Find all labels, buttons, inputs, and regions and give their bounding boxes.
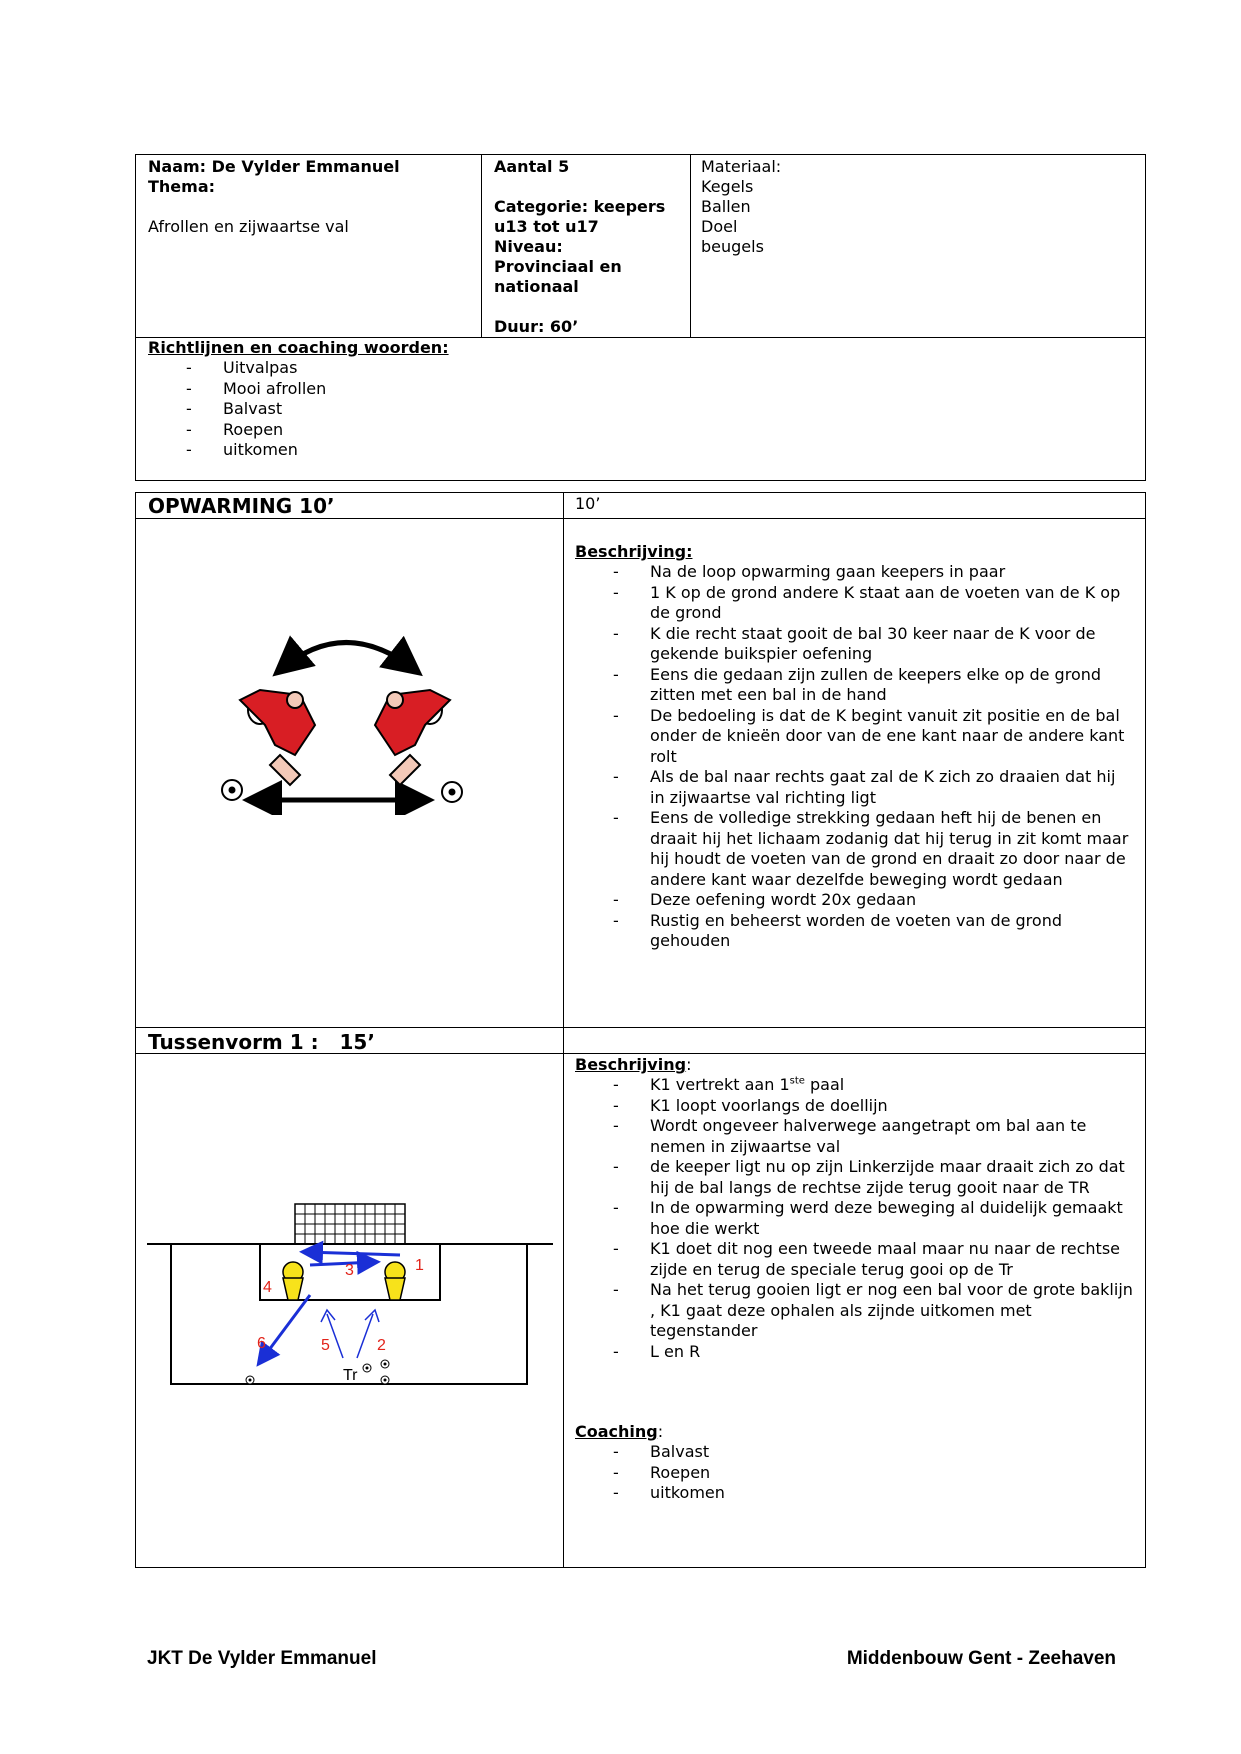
opwarming-list — [575, 562, 1135, 952]
label-tr: Tr — [343, 1367, 358, 1384]
richtlijnen-list — [148, 358, 648, 461]
tussenvorm-beschrijving-heading — [575, 1055, 691, 1076]
richtlijnen-title: Richtlijnen en coaching woorden: — [148, 338, 449, 357]
list-item: - uitkomen — [148, 440, 648, 461]
ball-near-tr-2 — [381, 1360, 389, 1368]
list-item: - de keeper ligt nu op zijn Linkerzijde maar draait zich zo dat hij de bal langs de rechtse zijde terug gooit naar de TR — [575, 1157, 1135, 1198]
first-item-sup: ste — [789, 1075, 805, 1087]
niveau-line-1: Provinciaal en — [494, 257, 622, 276]
list-item: - K1 loopt voorlangs de doellijn — [575, 1096, 1135, 1117]
categorie-line-2: u13 tot u17 — [494, 217, 599, 236]
header-col-divider-2 — [690, 154, 691, 337]
list-item: - L en R — [575, 1342, 1135, 1363]
keeper-right-figure — [375, 690, 450, 785]
list-item — [575, 1075, 1135, 1096]
aantal-label: Aantal 5 — [494, 157, 570, 176]
ball-right — [442, 782, 462, 802]
first-item-post: paal — [804, 1075, 845, 1094]
ball-near-tr-3 — [381, 1376, 389, 1384]
categorie-line-1: Categorie: keepers — [494, 197, 666, 216]
coaching-list — [575, 1442, 1135, 1504]
ball-near-6 — [246, 1376, 254, 1384]
niveau-label: Niveau: — [494, 237, 563, 256]
list-item: - Wordt ongeveer halverwege aangetrapt om bal aan te nemen in zijwaartse val — [575, 1116, 1135, 1157]
tussenvorm-beschrijving-label: Beschrijving — [575, 1055, 687, 1074]
niveau-line-2: nationaal — [494, 277, 579, 296]
exercise-col-divider — [563, 492, 564, 1568]
footer-left: JKT De Vylder Emmanuel — [147, 1648, 377, 1669]
label-1: 1 — [415, 1257, 424, 1274]
materiaal-label: Materiaal: — [701, 157, 782, 176]
move-arrow-3b — [310, 1262, 375, 1265]
list-item: - Roepen — [148, 420, 648, 441]
ball-left — [222, 780, 242, 800]
list-item: - De bedoeling is dat de K begint vanuit zit positie en de bal onder de knieën door van de ene kant naar de andere kant rolt — [575, 706, 1135, 768]
first-item-pre: K1 vertrekt aan 1 — [650, 1075, 790, 1094]
colon: : — [686, 1055, 692, 1074]
materiaal-item: Doel — [701, 217, 738, 236]
list-item: - Roepen — [575, 1463, 1135, 1484]
keeper-figure-1 — [385, 1262, 405, 1300]
opwarming-title: OPWARMING 10’ — [148, 494, 335, 518]
list-item: - K1 doet dit nog een tweede maal maar nu naar de rechtse zijde en terug de speciale terug gooi op de Tr — [575, 1239, 1135, 1280]
materiaal-item: Ballen — [701, 197, 751, 216]
header-col-divider-1 — [481, 154, 482, 337]
list-item: - Balvast — [575, 1442, 1135, 1463]
label-5: 5 — [321, 1337, 330, 1354]
list-item: - In de opwarming werd deze beweging al duidelijk gemaakt hoe die werkt — [575, 1198, 1135, 1239]
list-item: - Als de bal naar rechts gaat zal de K zich zo draaien dat hij in zijwaartse val richting ligt — [575, 767, 1135, 808]
label-4: 4 — [263, 1279, 272, 1296]
materiaal-item: beugels — [701, 237, 764, 256]
list-item: - Rustig en beheerst worden de voeten van de grond gehouden — [575, 911, 1135, 952]
list-item: - Deze oefening wordt 20x gedaan — [575, 890, 1135, 911]
materiaal-item: Kegels — [701, 177, 754, 196]
opwarming-duration: 10’ — [575, 494, 601, 513]
colon: : — [657, 1422, 664, 1441]
throw-arrow-2 — [357, 1310, 379, 1358]
list-item: - K die recht staat gooit de bal 30 keer naar de K voor de gekende buikspier oefening — [575, 624, 1135, 665]
keeper-left-figure — [240, 690, 315, 785]
naam-label: Naam: De Vylder Emmanuel — [148, 157, 400, 176]
opwarming-diagram — [220, 625, 470, 815]
move-arrow-6 — [260, 1295, 310, 1362]
list-item: - 1 K op de grond andere K staat aan de voeten van de K op de grond — [575, 583, 1135, 624]
swap-arc-arrow — [280, 643, 415, 671]
list-item: - Uitvalpas — [148, 358, 648, 379]
label-6: 6 — [257, 1335, 266, 1352]
coaching-label: Coaching — [575, 1422, 658, 1441]
tussenvorm-list — [575, 1075, 1135, 1362]
goal-net — [295, 1204, 405, 1244]
list-item: - Mooi afrollen — [148, 379, 648, 400]
list-item: - Eens de volledige strekking gedaan heft hij de benen en draait hij het lichaam zodanig dat hij terug in zit komt maar hij houdt de voeten van de grond en draait zo door naar de andere kant waar dezelfde beweging wordt gedaan — [575, 808, 1135, 890]
duur-label: Duur: 60’ — [494, 317, 579, 336]
list-item: - Na de loop opwarming gaan keepers in paar — [575, 562, 1135, 583]
label-3: 3 — [345, 1262, 354, 1279]
label-2: 2 — [377, 1337, 386, 1354]
ball-near-tr-1 — [363, 1364, 371, 1372]
thema-label: Thema: — [148, 177, 216, 196]
tussenvorm-diagram — [145, 1200, 555, 1400]
tussenvorm-top-divider — [135, 1027, 1146, 1028]
footer-right: Middenbouw Gent - Zeehaven — [846, 1648, 1116, 1669]
move-arrow-3 — [305, 1252, 400, 1255]
keeper-figure-4 — [283, 1262, 303, 1300]
thema-value: Afrollen en zijwaartse val — [148, 217, 349, 236]
opwarming-header-divider — [135, 518, 1146, 519]
opwarming-beschrijving-label: Beschrijving: — [575, 542, 693, 561]
list-item: - uitkomen — [575, 1483, 1135, 1504]
tussenvorm-title: Tussenvorm 1 : 15’ — [148, 1030, 375, 1054]
list-item: - Balvast — [148, 399, 648, 420]
list-item: - Eens die gedaan zijn zullen de keepers elke op de grond zitten met een bal in de hand — [575, 665, 1135, 706]
coaching-heading — [575, 1422, 663, 1443]
list-item: - Na het terug gooien ligt er nog een bal voor de grote baklijn , K1 gaat deze ophalen als zijnde uitkomen met tegenstander — [575, 1280, 1135, 1342]
